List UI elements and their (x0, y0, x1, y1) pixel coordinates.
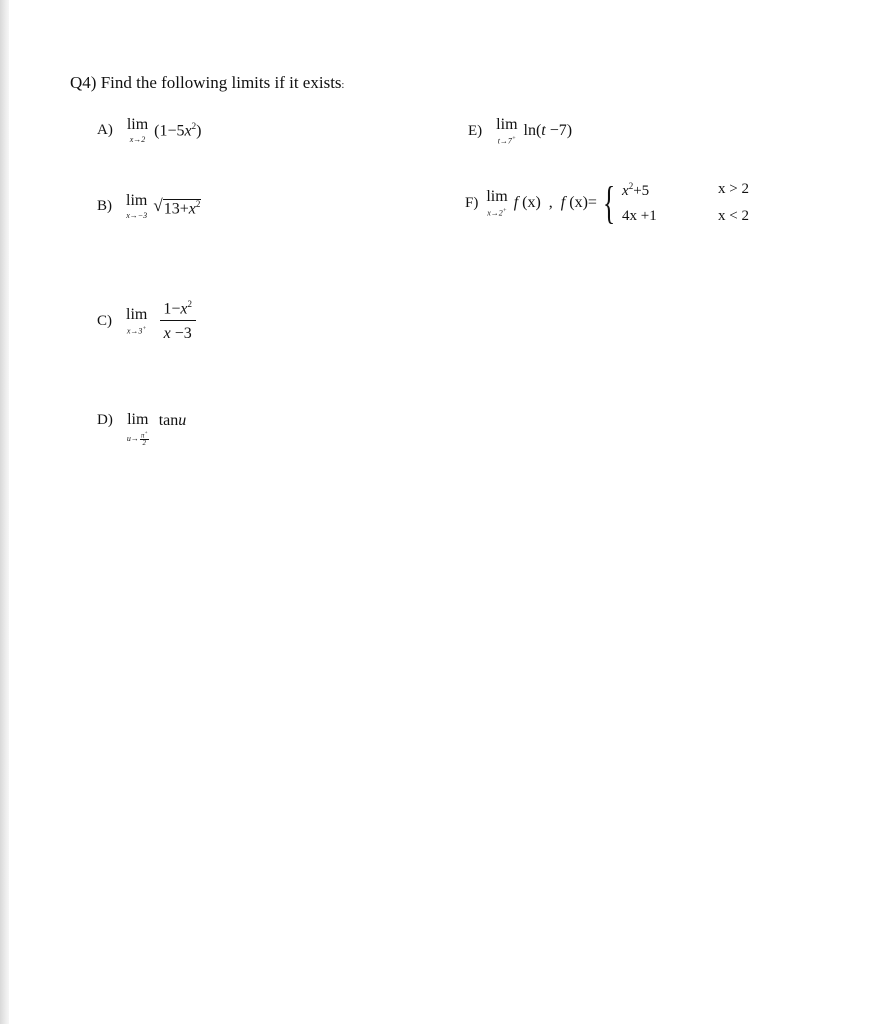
heading-colon: : (341, 80, 345, 91)
limit-subscript: x→−3 (126, 211, 148, 220)
problem-a-label: A) (97, 122, 113, 138)
problem-c-limit (126, 307, 147, 336)
denominator: x −3 (160, 320, 196, 343)
problem-a-limit (127, 117, 148, 144)
limit-subscript: x→2 (129, 135, 146, 144)
limit-subscript: u → $\frac{\pi^+}{2}$ (126, 431, 148, 448)
case-1-expression: $x^2+5$ (622, 181, 650, 199)
problem-d (97, 412, 186, 447)
piecewise-cases (622, 181, 749, 225)
pi-over-2: $\frac{\pi^+}{2}$ (140, 431, 148, 448)
problem-f-limit (486, 189, 507, 218)
problem-c-label: C) (97, 312, 112, 329)
problem-b-limit (126, 193, 147, 220)
brace-icon: { (602, 177, 616, 228)
problem-e (468, 117, 572, 146)
limit-subscript: x→2+ (487, 207, 507, 218)
limit-subscript: x→3+ (126, 325, 147, 336)
problem-e-limit (496, 117, 517, 146)
radicand: $13+x^2$ (163, 198, 201, 217)
sqrt-icon: √ (153, 195, 163, 215)
page-left-shadow (0, 0, 9, 1024)
problem-e-expression: ln(t −7) (523, 122, 573, 140)
problem-a-expression: $(1-5x^2)$ (154, 120, 202, 140)
problem-d-expression: tanu (158, 412, 187, 429)
problem-e-label: E) (468, 122, 483, 139)
limit-word: lim (127, 411, 149, 428)
piecewise-definition: f (x)= (560, 194, 597, 211)
problem-a (97, 117, 201, 144)
question-heading (70, 73, 344, 93)
limit-word: lim (126, 305, 148, 323)
problem-b-label: B) (97, 198, 112, 214)
limit-word: lim (126, 192, 148, 209)
case-2-condition: x < 2 (718, 208, 749, 224)
problem-b-sqrt (153, 196, 201, 218)
numerator: $1-x^2$ (163, 299, 192, 318)
case-1-condition: x > 2 (718, 181, 749, 197)
separator: , (548, 194, 553, 211)
limit-subscript: t→7+ (497, 136, 516, 146)
problem-d-limit (127, 412, 149, 447)
problem-c (97, 299, 196, 343)
limit-word: lim (486, 187, 508, 205)
problem-f-label: F) (465, 194, 479, 211)
heading-text: Q4) Find the following limits if it exists (70, 73, 342, 92)
problem-b (97, 193, 201, 220)
case-2-expression: 4x +1 (622, 208, 657, 224)
limit-word: lim (126, 116, 149, 133)
problem-f (465, 177, 749, 228)
problem-d-label: D) (97, 412, 113, 428)
problem-c-fraction (159, 299, 196, 343)
problem-f-function: f (x) (513, 194, 541, 211)
limit-word: lim (496, 116, 518, 133)
